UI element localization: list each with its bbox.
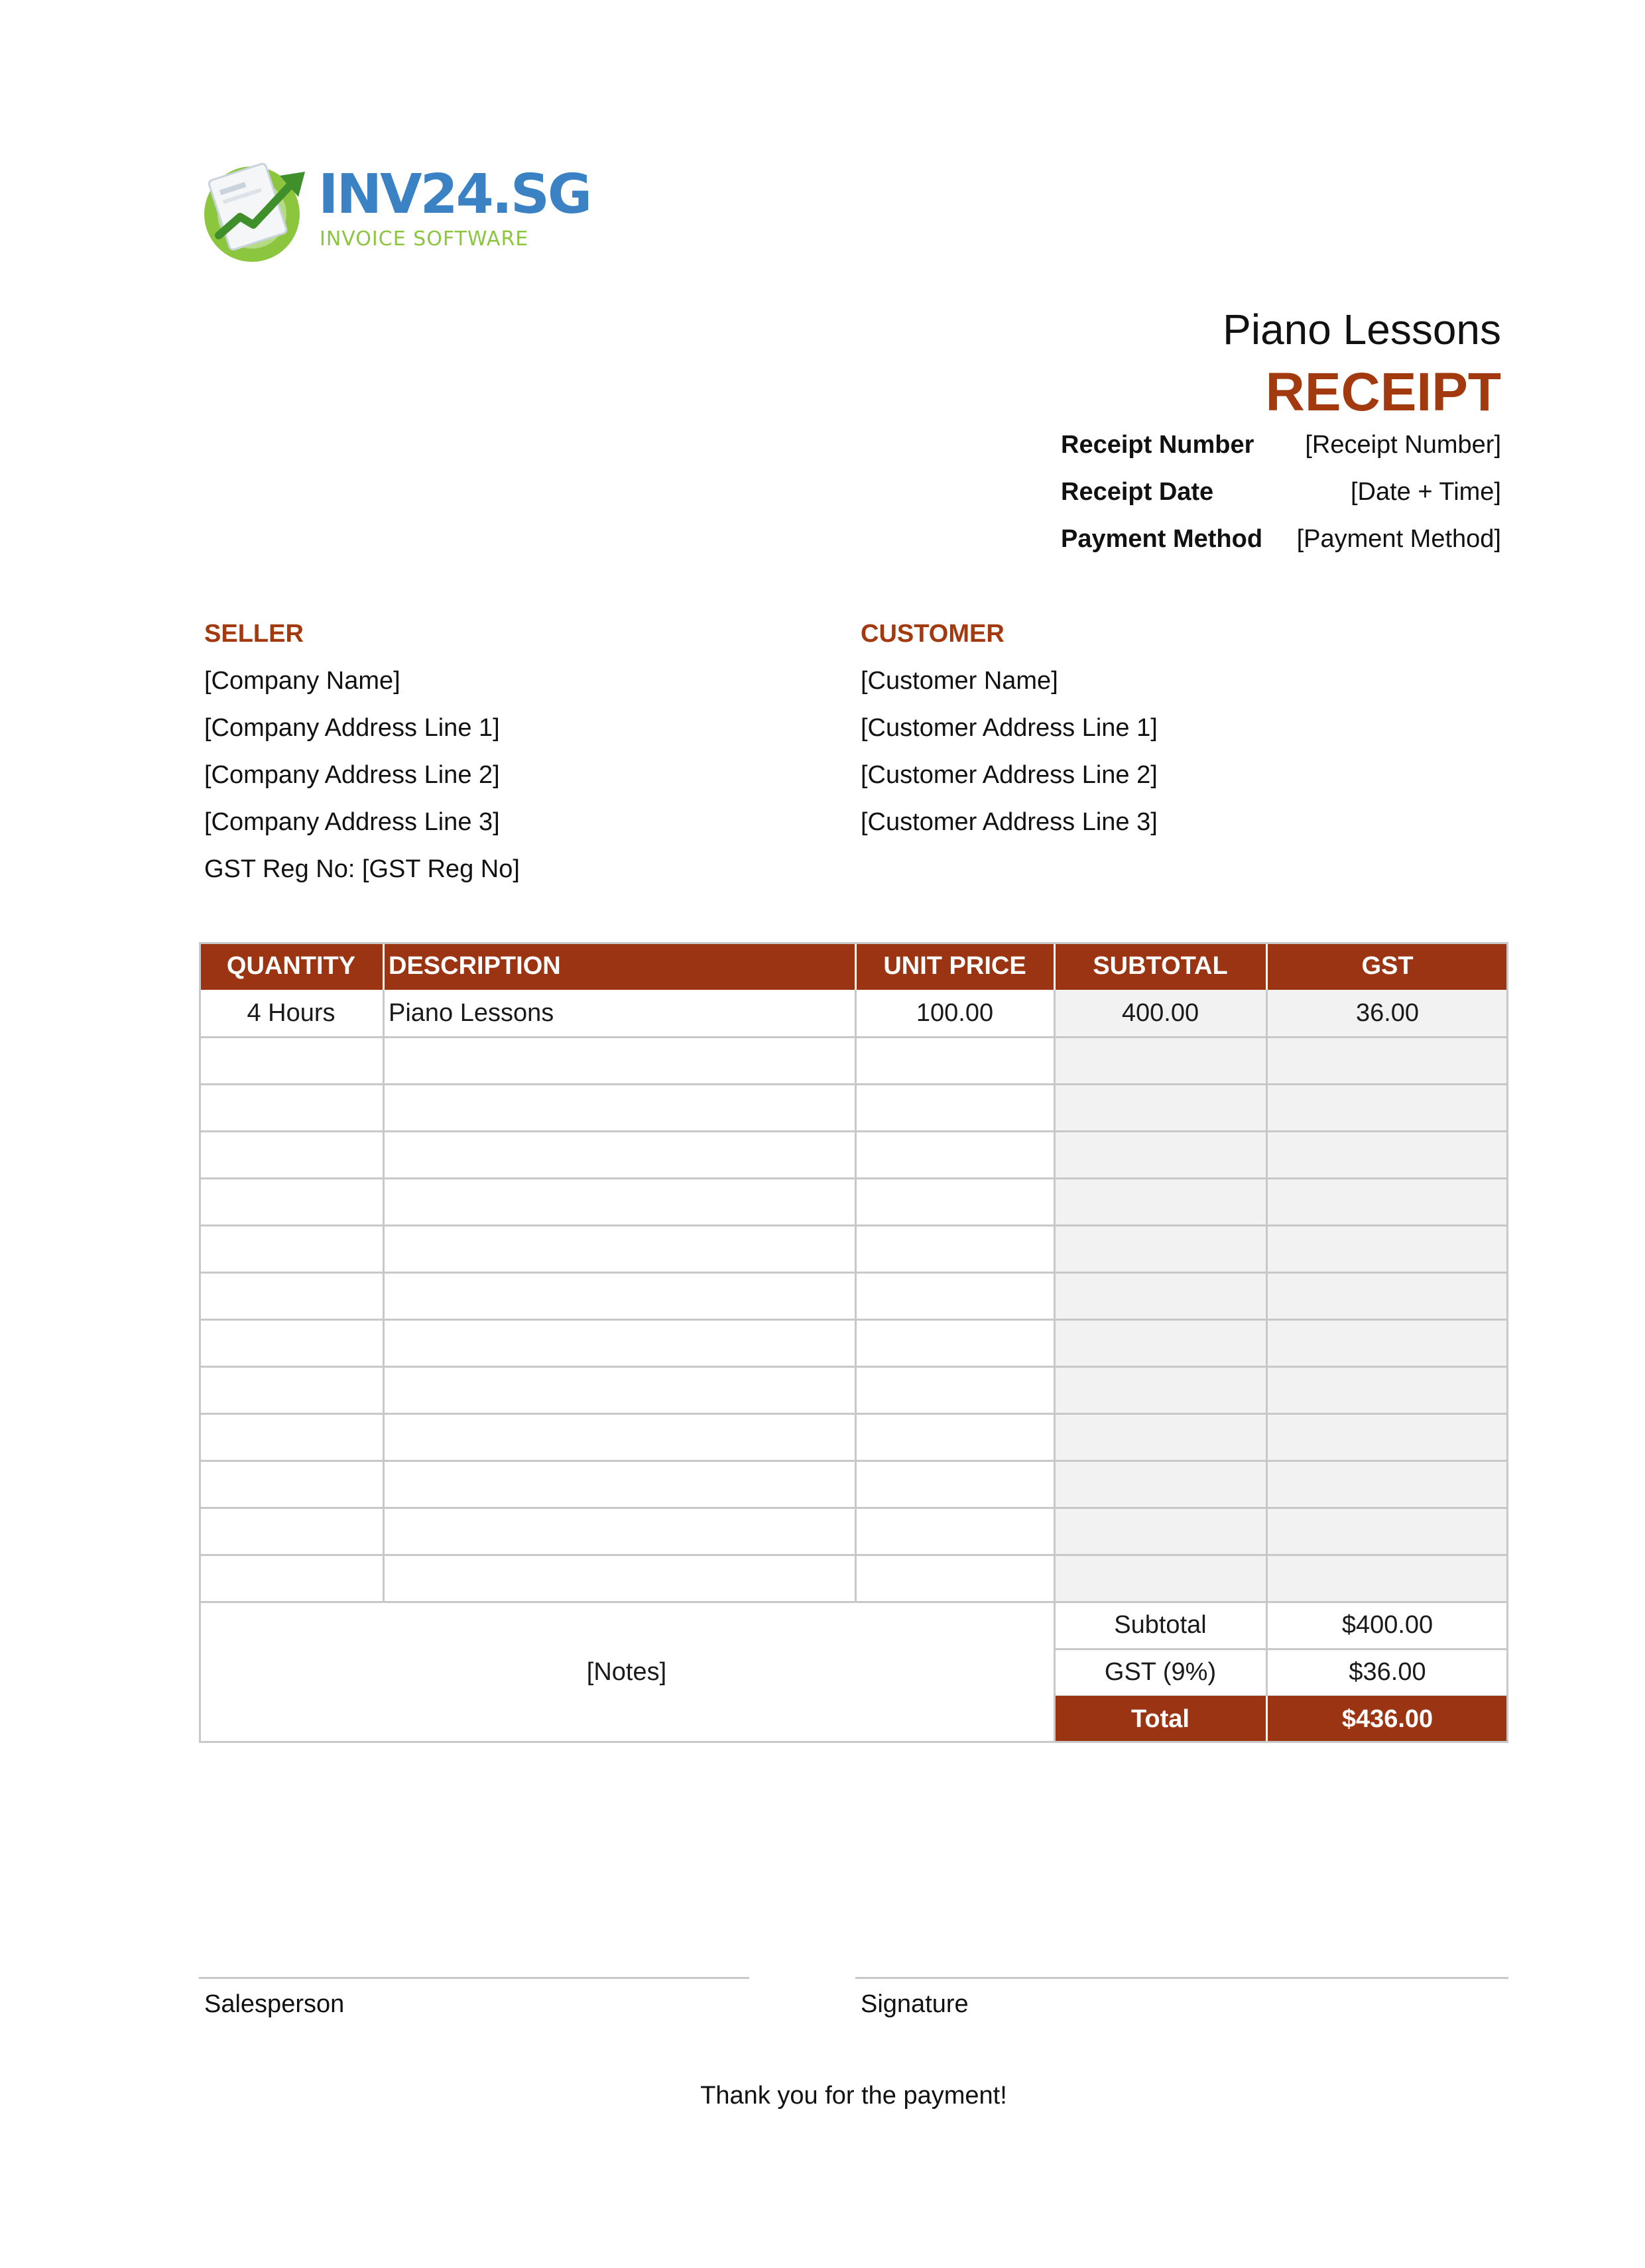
cell-subtotal: 400.00 [1121, 999, 1199, 1027]
column-divider [383, 990, 385, 1602]
cell-gst [1266, 1366, 1508, 1413]
signature-label: Signature [861, 1990, 969, 2018]
cell-subtotal [1054, 1413, 1266, 1461]
logo-name: INV24.SG [318, 163, 591, 226]
row-divider [199, 1460, 1508, 1462]
header-quantity: QUANTITY [199, 942, 383, 990]
cell-quantity [199, 1225, 383, 1272]
header-divider [383, 942, 385, 990]
header-subtotal: SUBTOTAL [1054, 942, 1266, 990]
cell-description [383, 1084, 855, 1131]
cell-unit-price: 100.00 [916, 999, 994, 1027]
cell-gst [1266, 1084, 1508, 1131]
totals-gst-value: $36.00 [1349, 1658, 1426, 1686]
cell-description [383, 1319, 855, 1366]
cell-description: Piano Lessons [389, 999, 554, 1027]
cell-subtotal [1054, 1131, 1266, 1178]
cell-gst: 36.00 [1355, 999, 1420, 1027]
row-divider [199, 1177, 1508, 1179]
header-description: DESCRIPTION [383, 942, 855, 990]
column-divider [855, 990, 857, 1602]
document-title: Piano Lessons [1223, 306, 1501, 353]
cell-subtotal [1054, 1555, 1266, 1602]
cell-gst [1266, 1508, 1508, 1555]
cell-quantity: 4 Hours [247, 999, 335, 1027]
cell-quantity [199, 1508, 383, 1555]
seller-company-name: [Company Name] [204, 667, 400, 695]
row-divider [199, 1413, 1508, 1415]
signature-line [855, 1977, 1508, 1979]
cell-unit-price [855, 1178, 1054, 1225]
customer-address-line-3: [Customer Address Line 3] [861, 808, 1158, 836]
cell-unit-price [855, 1272, 1054, 1319]
cell-subtotal [1054, 1178, 1266, 1225]
row-divider [199, 1554, 1508, 1556]
seller-gst-reg-no: GST Reg No: [GST Reg No] [204, 855, 520, 883]
cell-description [383, 1366, 855, 1413]
thank-you-message: Thank you for the payment! [700, 2082, 1007, 2110]
cell-description [383, 1461, 855, 1508]
cell-quantity [199, 1555, 383, 1602]
cell-subtotal [1054, 1366, 1266, 1413]
cell-description [383, 1508, 855, 1555]
totals-gst-label: GST (9%) [1104, 1658, 1217, 1686]
receipt-date-label: Receipt Date [1061, 478, 1214, 506]
column-divider [1054, 990, 1056, 1602]
cell-description [383, 1225, 855, 1272]
cell-subtotal [1054, 1225, 1266, 1272]
cell-subtotal [1054, 1508, 1266, 1555]
cell-unit-price [855, 1461, 1054, 1508]
invoice-chart-icon [199, 156, 312, 262]
cell-gst [1266, 1178, 1508, 1225]
cell-unit-price [855, 1131, 1054, 1178]
cell-quantity [199, 1319, 383, 1366]
cell-unit-price [855, 1319, 1054, 1366]
row-divider [199, 1036, 1508, 1038]
cell-gst [1266, 1037, 1508, 1084]
customer-name: [Customer Name] [861, 667, 1058, 695]
cell-unit-price [855, 1508, 1054, 1555]
cell-subtotal [1054, 1461, 1266, 1508]
cell-unit-price [855, 1366, 1054, 1413]
receipt-heading: RECEIPT [1265, 362, 1501, 422]
company-logo [199, 156, 591, 262]
cell-unit-price [855, 1037, 1054, 1084]
cell-gst [1266, 1272, 1508, 1319]
cell-description [383, 1272, 855, 1319]
payment-method-label: Payment Method [1061, 525, 1263, 553]
cell-quantity [199, 1413, 383, 1461]
salesperson-line [199, 1977, 749, 1979]
customer-heading: CUSTOMER [861, 620, 1005, 648]
receipt-date-value: [Date + Time] [1350, 478, 1501, 506]
row-divider [199, 1507, 1508, 1509]
cell-unit-price [855, 1413, 1054, 1461]
cell-subtotal [1054, 1037, 1266, 1084]
customer-address-line-1: [Customer Address Line 1] [861, 714, 1158, 742]
cell-subtotal [1054, 1319, 1266, 1366]
cell-gst [1266, 1461, 1508, 1508]
customer-address-line-2: [Customer Address Line 2] [861, 761, 1158, 789]
header-gst: GST [1266, 942, 1508, 990]
cell-gst [1266, 1413, 1508, 1461]
cell-description [383, 1178, 855, 1225]
row-divider [199, 1272, 1508, 1274]
cell-quantity [199, 1461, 383, 1508]
logo-tagline: INVOICE SOFTWARE [320, 227, 529, 251]
seller-address-line-1: [Company Address Line 1] [204, 714, 500, 742]
cell-subtotal [1054, 1272, 1266, 1319]
cell-gst [1266, 1555, 1508, 1602]
cell-unit-price [855, 1084, 1054, 1131]
payment-method-value: [Payment Method] [1296, 525, 1501, 553]
cell-unit-price [855, 1225, 1054, 1272]
cell-description [383, 1037, 855, 1084]
totals-total-value: $436.00 [1266, 1696, 1508, 1743]
row-divider [199, 1130, 1508, 1132]
cell-subtotal [1054, 1084, 1266, 1131]
header-divider [1054, 942, 1056, 990]
seller-address-line-2: [Company Address Line 2] [204, 761, 500, 789]
cell-gst [1266, 1225, 1508, 1272]
cell-description [383, 1413, 855, 1461]
cell-quantity [199, 1131, 383, 1178]
seller-address-line-3: [Company Address Line 3] [204, 808, 500, 836]
totals-divider [1266, 1602, 1268, 1696]
cell-quantity [199, 1178, 383, 1225]
salesperson-label: Salesperson [204, 1990, 345, 2018]
cell-gst [1266, 1319, 1508, 1366]
row-divider [199, 1224, 1508, 1226]
column-divider [1266, 990, 1268, 1602]
cell-description [383, 1131, 855, 1178]
totals-subtotal-label: Subtotal [1114, 1611, 1207, 1639]
row-divider [199, 1083, 1508, 1085]
totals-divider [1266, 1696, 1268, 1743]
cell-gst [1266, 1131, 1508, 1178]
row-divider [199, 1366, 1508, 1368]
row-divider [199, 1319, 1508, 1321]
header-divider [855, 942, 857, 990]
totals-subtotal-value: $400.00 [1341, 1611, 1433, 1639]
header-divider [1266, 942, 1268, 990]
receipt-number-label: Receipt Number [1061, 431, 1254, 459]
cell-unit-price [855, 1555, 1054, 1602]
cell-quantity [199, 1084, 383, 1131]
cell-quantity [199, 1037, 383, 1084]
receipt-number-value: [Receipt Number] [1305, 431, 1501, 459]
totals-total-label: Total [1054, 1696, 1266, 1743]
notes: [Notes] [586, 1658, 667, 1686]
cell-quantity [199, 1272, 383, 1319]
header-unit-price: UNIT PRICE [855, 942, 1054, 990]
seller-heading: SELLER [204, 620, 304, 648]
cell-description [383, 1555, 855, 1602]
items-table [199, 942, 1508, 1747]
cell-quantity [199, 1366, 383, 1413]
